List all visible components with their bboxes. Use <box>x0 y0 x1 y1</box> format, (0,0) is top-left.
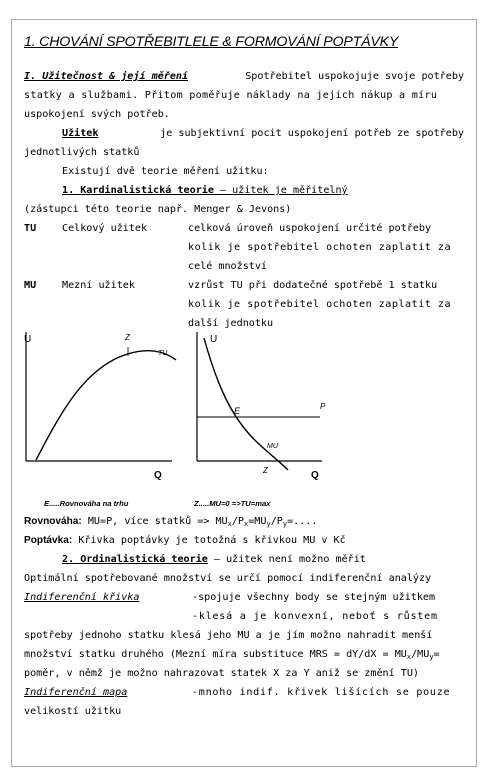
tu-curve <box>36 351 176 460</box>
equilibrium-text: MU=P, více statků => MU <box>81 516 228 527</box>
indiff-curve-desc-2: -klesá a je konvexní, neboť s růstem <box>192 611 438 622</box>
eq-part-3: /P <box>270 516 283 527</box>
indiff-curve-desc-5: poměr, v němž je možno nahrazovat statek X za Y aniž se změní TU) <box>24 668 420 679</box>
tu-curve-label: TU <box>158 350 168 357</box>
left-x-label: Q <box>154 470 162 481</box>
section-heading: I. Užitečnost & její měření <box>24 71 189 82</box>
tu-desc-1: celková úroveň uspokojení určité potřeby <box>188 223 432 234</box>
demand-label: Poptávka: <box>24 535 73 546</box>
indiff-curve-desc-1: -spojuje všechny body se stejným užitkem <box>192 592 436 603</box>
eq-part-2: =MU <box>248 516 267 527</box>
indiff-curve-term: Indiferenční křivka <box>24 592 140 603</box>
mu-desc-3: další jednotku <box>188 318 274 329</box>
ordinal-rest: – užitek není možno měřit <box>207 554 366 565</box>
cardinal-note: (zástupci této teorie např. Menger & Jevons) <box>24 204 292 215</box>
sub-y-2: y <box>282 520 288 528</box>
mu-name: Mezní užitek <box>62 280 135 291</box>
cardinal-theory-line <box>62 184 348 197</box>
sub-y: y <box>266 520 271 528</box>
mrs-end: = <box>433 649 440 660</box>
right-z-label: Z <box>263 466 268 475</box>
utility-definition-line-2: jednotlivých statků <box>24 147 140 158</box>
intro-line-1 <box>24 70 464 83</box>
utility-term: Užitek <box>62 128 99 139</box>
mrs-sub-y: y <box>429 653 434 661</box>
mu-curve-label: MU <box>267 443 278 450</box>
ordinal-intro: Optimální spotřebované množství se určí pomocí indiferenční analýzy <box>24 573 432 584</box>
indiff-map-term: Indiferenční mapa <box>24 687 128 698</box>
ordinal-theory-line <box>62 553 366 566</box>
intro-text: Spotřebitel uspokojuje svoje potřeby <box>245 71 464 82</box>
equilibrium-line <box>24 515 317 531</box>
tu-desc-3: celé množství <box>188 261 268 272</box>
intro-line-3: uspokojení svých potřeb. <box>24 109 170 120</box>
sub-x-2: x <box>244 520 249 528</box>
utility-definition-line-1 <box>62 127 464 140</box>
tu-abbr: TU <box>24 223 37 234</box>
indiff-map-desc-2: velikostí užitku <box>24 706 122 717</box>
equilibrium-point-label: E <box>234 406 241 416</box>
cardinal-heading: 1. Kardinalistická teorie <box>62 185 214 196</box>
caption-max-utility: Z.....MU=0 =>TU=max <box>194 499 271 508</box>
mu-desc-1: vzrůst TU při dodatečné spotřebě 1 statku <box>188 280 438 291</box>
sub-x: x <box>227 520 232 528</box>
left-y-label: U <box>24 334 32 345</box>
tu-desc-2: kolik je spotřebitel ochoten zaplatit za <box>188 242 452 253</box>
eq-part-1: /P <box>231 516 245 527</box>
eq-end: =.... <box>287 516 318 527</box>
intro-line-2: statky a službami. Přitom poměřuje náklady na jejich nákup a míru <box>24 90 438 101</box>
tu-name: Celkový užitek <box>62 223 148 234</box>
utility-graphs <box>22 330 332 515</box>
indiff-map-desc-1: -mnoho indif. křivek lišících se pouze <box>192 687 451 698</box>
left-peak-label: Z <box>125 333 130 342</box>
ordinal-heading: 2. Ordinalistická teorie <box>62 554 208 565</box>
mrs-sub-x: x <box>406 653 412 661</box>
cardinal-rest: – užitek je měřitelný <box>213 185 348 196</box>
theories-intro: Existují dvě teorie měření užitku: <box>62 166 269 177</box>
equilibrium-label: Rovnováha: <box>24 516 82 527</box>
right-y-label: U <box>210 334 218 345</box>
mu-desc-2: kolik je spotřebitel ochoten zaplatit za <box>188 299 452 310</box>
page-title: 1. CHOVÁNÍ SPOTŘEBITLELE & FORMOVÁNÍ POPTÁVKY <box>24 34 399 50</box>
indiff-curve-desc-3: spotřeby jednoho statku klesá jeho MU a je jím možno nahradit menší <box>24 630 433 641</box>
mu-curve <box>204 338 288 470</box>
caption-equilibrium: E.....Rovnováha na trhu <box>44 499 129 508</box>
mu-abbr: MU <box>24 280 37 291</box>
right-x-label: Q <box>311 470 319 481</box>
mrs-text: množství statku druhého (Mezní míra substituce MRS = dY/dX = MU <box>24 649 407 660</box>
utility-definition: je subjektivní pocit uspokojení potřeb ze spotřeby <box>160 128 464 139</box>
indiff-curve-desc-4 <box>24 648 440 664</box>
demand-text: Křivka poptávky je totožná s křivkou MU v Kč <box>72 535 346 546</box>
demand-line <box>24 534 346 547</box>
mrs-mid: /MU <box>411 649 430 660</box>
price-label: P <box>320 402 326 411</box>
